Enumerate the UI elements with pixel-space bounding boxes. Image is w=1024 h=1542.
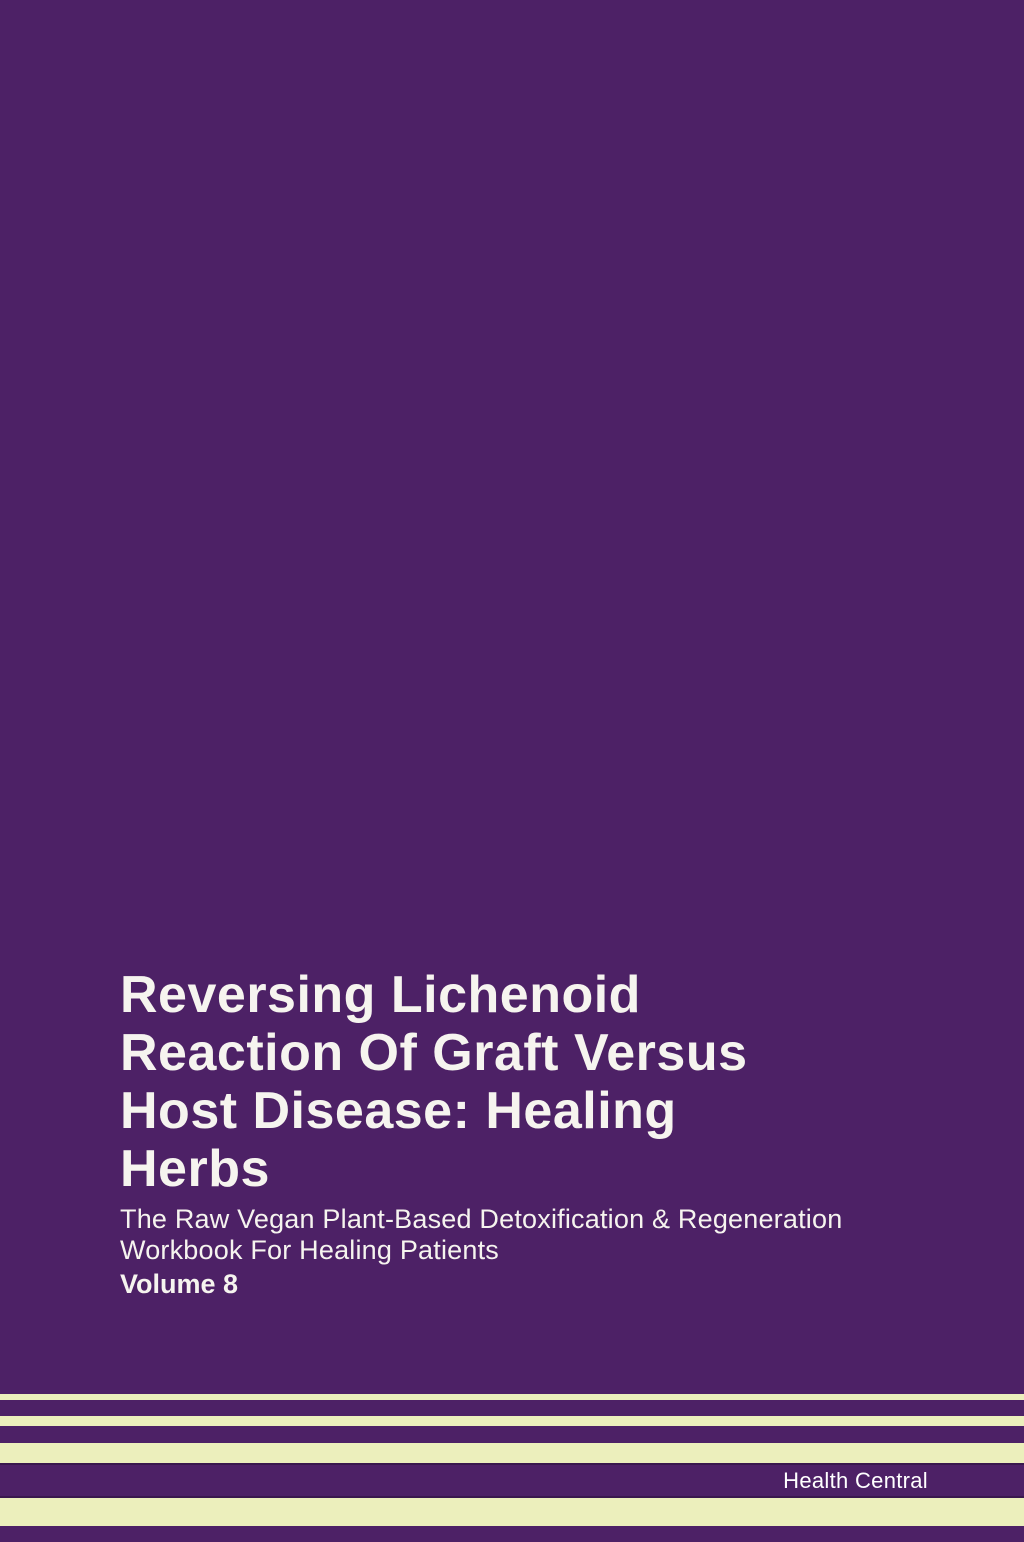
stripe-cream-wide — [0, 1443, 1024, 1463]
title-line: Reversing Lichenoid — [120, 966, 641, 1024]
bottom-stripes — [0, 1394, 1024, 1542]
stripe-cream-medium — [0, 1416, 1024, 1426]
publisher-name: Health Central — [783, 1467, 928, 1493]
subtitle-line: The Raw Vegan Plant-Based Detoxification & Regeneration — [120, 1204, 843, 1234]
volume-label: Volume 8 — [120, 1269, 239, 1299]
title-line: Reaction Of Graft Versus — [120, 1024, 748, 1082]
book-title — [120, 966, 980, 1198]
subtitle-line: Workbook For Healing Patients — [120, 1235, 499, 1265]
stripe-purple-gap — [0, 1426, 1024, 1443]
stripe-cream-footer — [0, 1498, 1024, 1526]
title-block — [120, 966, 980, 1300]
publisher-band — [0, 1463, 1024, 1498]
title-line: Host Disease: Healing — [120, 1082, 677, 1140]
book-subtitle — [120, 1204, 980, 1266]
stripe-purple-footer — [0, 1526, 1024, 1542]
title-line: Herbs — [120, 1140, 270, 1198]
stripe-purple-gap — [0, 1400, 1024, 1416]
